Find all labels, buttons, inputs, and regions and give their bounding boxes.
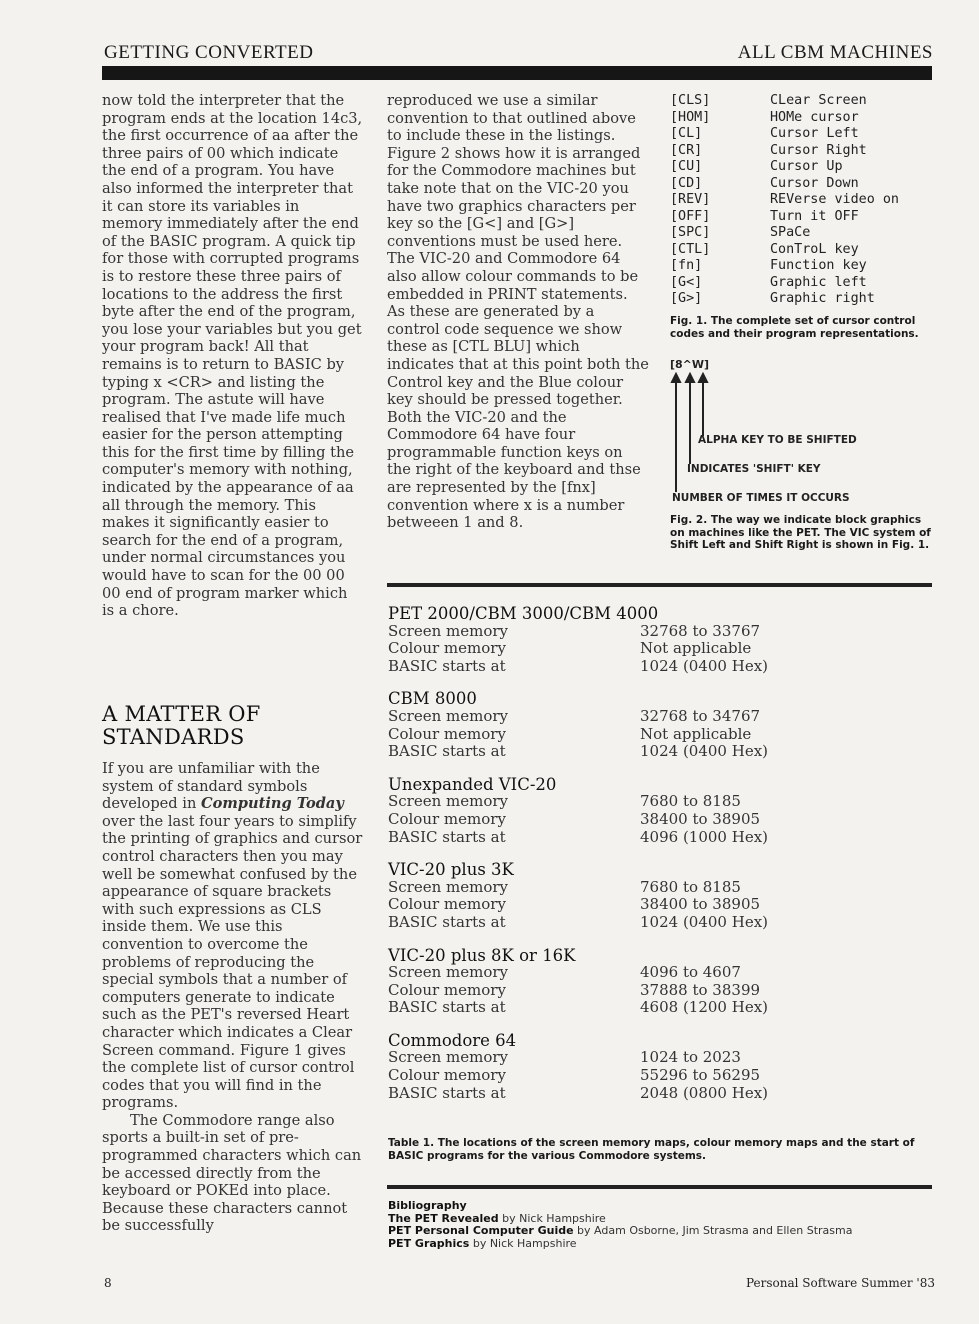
table1-value: 55296 to 56295 [640, 1066, 761, 1085]
table1-value: 32768 to 33767 [640, 621, 761, 640]
fig1-caption: Fig. 1. The complete set of cursor control codes and their program representations. [670, 315, 919, 340]
fig1-description: Cursor Up [770, 159, 843, 174]
table1-value: 7680 to 8185 [640, 877, 741, 896]
header-rule [102, 66, 932, 80]
table1-row [388, 999, 933, 1017]
table1-label: Screen memory [388, 1048, 509, 1067]
fig2-label-shift: INDICATES 'SHIFT' KEY [687, 463, 821, 475]
table1-label: Screen memory [388, 877, 509, 896]
table1-section [388, 1032, 933, 1102]
table1-value: 1024 to 2023 [640, 1048, 741, 1067]
table1-caption: Table 1. The locations of the screen memory maps, colour memory maps and the start of BASIC programs for the various Commodore systems. [388, 1137, 915, 1162]
table1-row [388, 1049, 933, 1067]
table1-row [388, 879, 933, 897]
fig1-code-row [670, 143, 935, 160]
fig1-code: [CR] [670, 142, 703, 158]
table1-section [388, 776, 933, 846]
running-header-right: ALL CBM MACHINES [737, 42, 933, 63]
fig1-description: Turn it OFF [770, 208, 859, 224]
table1-value: 32768 to 34767 [640, 706, 761, 725]
table1-section [388, 947, 933, 1017]
col1-paragraph-3: The Commodore range also sports a built-in set of pre-programmed characters which can be accessed directly from the keyboard or POKEd into place. Because these characters cannot be successfully [102, 1111, 362, 1235]
table1-section-title: VIC-20 plus 8K or 16K [388, 945, 576, 965]
fig1-description: CLear Screen [770, 93, 867, 108]
table1-section-title: PET 2000/CBM 3000/CBM 4000 [388, 604, 659, 623]
table1-row [388, 640, 933, 658]
fig1-code-row [670, 126, 935, 143]
book-title: PET Personal Computer Guide [388, 1224, 574, 1237]
fig2-label-count: NUMBER OF TIMES IT OCCURS [672, 492, 850, 504]
table1-row [388, 658, 933, 676]
table1-label: BASIC starts at [388, 912, 506, 931]
table1-value: 37888 to 38399 [640, 980, 761, 999]
fig1-description: HOMe cursor [770, 109, 859, 125]
table1-value: 4096 (1000 Hex) [640, 827, 769, 846]
table1-label: Colour memory [388, 1066, 506, 1085]
fig1-description: Cursor Left [770, 126, 859, 141]
fig1-code-row [670, 225, 935, 242]
table1-row [388, 1085, 933, 1103]
fig1-code: [CU] [670, 159, 703, 174]
fig1-code: [REV] [670, 192, 711, 207]
table1-label: Screen memory [388, 792, 509, 811]
table1-label: Screen memory [388, 706, 509, 725]
table1-label: BASIC starts at [388, 742, 506, 761]
table1-row [388, 964, 933, 982]
col2-paragraph-1: reproduced we use a similar convention to that outlined above to include these in the listings. Figure 2 shows how it is arranged for the Commodore machines but take note that on the VIC-20 you have two graphics characters per key so the [G<] and [G>] conventions must be used here. The VIC-20 and Commodore 64 also allow colour commands to be embedded in PRINT statements. As these are generated by a control code sequence we show these as [CTL BLU] which indicates that at this point both the Control key and the Blue colour key should be pressed together. Both the VIC-20 and the Commodore 64 have four programmable function keys on the right of the keyboard and thse are represented by the [fnx] convention where x is a number betweeen 1 and 8. [387, 92, 649, 532]
table1-label: Colour memory [388, 724, 506, 743]
fig1-code-row [670, 192, 935, 209]
fig1-code-row [670, 275, 935, 292]
table1-value: Not applicable [640, 639, 752, 658]
column-1-lower [102, 760, 364, 1235]
table1-row [388, 726, 933, 744]
running-header-left: GETTING CONVERTED [104, 42, 314, 63]
fig1-code-row [670, 209, 935, 226]
fig1-code: [fn] [670, 258, 703, 273]
fig1-code: [HOM] [670, 109, 711, 125]
table1-section [388, 605, 933, 675]
col1-p2-text-b: over the last four years to simplify the printing of graphics and cursor control characters then you may well be somewhat confused by the appearance of square brackets with such expressions as CLS inside them. We use this convention to overcome the problems of reproducing the special symbols that a number of computers generate to indicate such as the PET's reversed Heart character which indicates a Clear Screen command. Figure 1 gives the complete list of cursor control codes that you will find in the programs. [102, 812, 363, 1112]
table1-value: 2048 (0800 Hex) [640, 1083, 769, 1102]
table-top-rule [387, 583, 932, 587]
fig1-description: Cursor Down [770, 175, 859, 191]
table1-row [388, 811, 933, 829]
table1-row [388, 743, 933, 761]
fig1-code: [OFF] [670, 208, 711, 224]
table1-value: 7680 to 8185 [640, 792, 741, 811]
fig1-code: [CD] [670, 175, 703, 191]
bibliography-heading: Bibliography [388, 1199, 467, 1212]
fig1-description: Graphic left [770, 274, 867, 290]
table1-label: BASIC starts at [388, 827, 506, 846]
fig1-code: [CLS] [670, 93, 711, 108]
table1-value: 4096 to 4607 [640, 963, 741, 982]
table1-value: 1024 (0400 Hex) [640, 742, 769, 761]
table1-label: BASIC starts at [388, 998, 506, 1017]
fig1-code: [G<] [670, 274, 703, 290]
table1-row [388, 914, 933, 932]
fig1-description: REVerse video on [770, 192, 899, 207]
fig1-code: [CTL] [670, 241, 711, 257]
fig1-code-list [670, 93, 935, 308]
fig1-code-row [670, 242, 935, 259]
fig1-description: SPaCe [770, 225, 811, 240]
column-2 [387, 92, 649, 532]
page-number: 8 [104, 1276, 112, 1290]
fig1-code-row [670, 93, 935, 110]
magazine-name: Computing Today [200, 795, 344, 813]
table1-value: 4608 (1200 Hex) [640, 998, 769, 1017]
table1-value: Not applicable [640, 724, 752, 743]
book-author: by Adam Osborne, Jim Strasma and Ellen Strasma [573, 1224, 853, 1237]
bibliography [388, 1200, 933, 1250]
table1-row [388, 793, 933, 811]
table1-section-title: CBM 8000 [388, 689, 477, 709]
section-heading: A MATTER OF STANDARDS [102, 702, 261, 749]
fig2-code: [8^W] [670, 358, 710, 371]
fig2-caption: Fig. 2. The way we indicate block graphics on machines like the PET. The VIC system of Shift Left and Shift Right is shown in Fig. 1. [670, 514, 931, 551]
fig1-code-row [670, 176, 935, 193]
fig1-code: [SPC] [670, 225, 711, 240]
table1-label: BASIC starts at [388, 656, 506, 675]
table1-row [388, 896, 933, 914]
table1-section [388, 690, 933, 760]
table1-row [388, 982, 933, 1000]
table1-label: Screen memory [388, 621, 509, 640]
fig1-code: [G>] [670, 291, 703, 306]
table1-value: 38400 to 38905 [640, 809, 761, 828]
table1-value: 1024 (0400 Hex) [640, 912, 769, 931]
fig1-code-row [670, 291, 935, 308]
table1-row [388, 708, 933, 726]
fig1-description: Function key [770, 258, 867, 273]
fig2-label-alpha: ALPHA KEY TO BE SHIFTED [698, 434, 857, 446]
table1-label: Colour memory [388, 639, 506, 658]
table1-label: Colour memory [388, 809, 506, 828]
fig1-code: [CL] [670, 126, 703, 141]
table1-row [388, 1067, 933, 1085]
table1-section-title: VIC-20 plus 3K [388, 860, 514, 880]
book-title: PET Graphics [388, 1236, 470, 1250]
table1-value: 1024 (0400 Hex) [640, 656, 769, 675]
table1-label: Colour memory [388, 980, 506, 999]
bibliography-rule [387, 1185, 932, 1189]
table1-label: Colour memory [388, 895, 506, 914]
fig1-code-row [670, 258, 935, 275]
table1-section-title: Unexpanded VIC-20 [388, 774, 557, 794]
table1-row [388, 623, 933, 641]
table1-section [388, 861, 933, 931]
col1-paragraph-2 [102, 760, 364, 1112]
column-1 [102, 92, 364, 620]
fig1-description: Cursor Right [770, 142, 867, 158]
fig1-description: ConTroL key [770, 241, 859, 257]
publication-footer: Personal Software Summer '83 [745, 1276, 935, 1290]
col1-paragraph-1: now told the interpreter that the program ends at the location 14c3, the first occurrence of aa after the three pairs of 00 which indicate the end of a program. You have also informed the interpreter that it can store its variables in memory immediately after the end of the BASIC program. A quick tip for those with corrupted programs is to restore these three pairs of locations to the address the first byte after the end of the program, you lose your variables but you get your program back! All that remains is to return to BASIC by typing x <CR> and listing the program. The astute will have realised that I've made life much easier for the person attempting this for the first time by filling the computer's memory with nothing, indicated by the appearance of aa all through the memory. This makes it significantly easier to search for the end of a program, under normal circumstances you would have to scan for the 00 00 00 end of program marker which is a chore. [102, 92, 363, 620]
fig1-description: Graphic right [770, 291, 875, 306]
fig1-code-row [670, 110, 935, 127]
table1-value: 38400 to 38905 [640, 895, 761, 914]
table1-row [388, 829, 933, 847]
book-title: The PET Revealed [388, 1211, 499, 1225]
table1-section-title: Commodore 64 [388, 1030, 517, 1050]
book-author: by Nick Hampshire [469, 1236, 577, 1250]
fig1-code-row [670, 159, 935, 176]
col1-p2-text-a: If you are unfamiliar with the system of standard symbols developed in [102, 760, 320, 813]
table1-label: Screen memory [388, 963, 509, 982]
table-1 [388, 605, 933, 1117]
book-author: by Nick Hampshire [498, 1211, 606, 1225]
bibliography-entry [388, 1238, 933, 1251]
table1-label: BASIC starts at [388, 1083, 506, 1102]
